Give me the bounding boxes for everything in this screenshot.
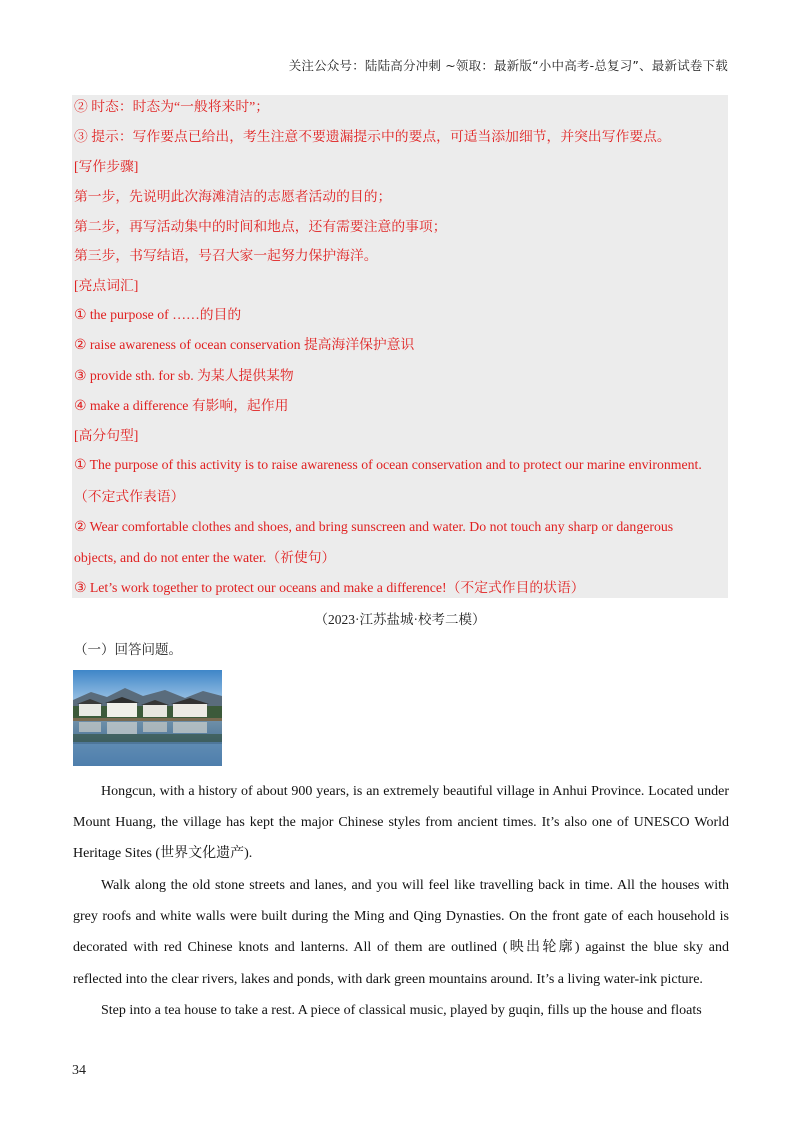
vocab-item: ③ provide sth. for sb. 为某人提供某物 xyxy=(74,368,294,383)
step-three: 第三步，书写结语，号召大家一起努力保护海洋。 xyxy=(74,248,378,263)
sentence-heading: [高分句型] xyxy=(74,428,139,443)
vocab-item: ④ make a difference 有影响，起作用 xyxy=(74,398,289,413)
sentence-item: ③ Let’s work together to protect our oceans and make a difference!（不定式作目的状语） xyxy=(74,580,585,595)
sentence-note: （不定式作表语） xyxy=(74,489,185,504)
step-two: 第二步，再写活动集中的时间和地点，还有需要注意的事项； xyxy=(74,219,447,234)
page-number: 34 xyxy=(72,1063,86,1078)
paragraph-3: Step into a tea house to take a rest. A piece of classical music, played by guqin, fills up the house and floats xyxy=(101,1003,702,1018)
subsection-heading: （一）回答问题。 xyxy=(74,642,182,657)
paragraph-1: Hongcun, with a history of about 900 years, is an extremely beautiful village in Anhui Province. Located under Mount Huang, the village has kept the major Chinese styles from ancient times. It’s also one of UNESCO World Heritage Sites (世界文化遗产). xyxy=(73,784,729,862)
sentence-item: ② Wear comfortable clothes and shoes, and bring sunscreen and water. Do not touch any sharp or dangerous xyxy=(74,519,674,534)
step-one: 第一步，先说明此次海滩清洁的志愿者活动的目的； xyxy=(74,189,392,204)
sentence-item: ① The purpose of this activity is to raise awareness of ocean conservation and to protect our marine environment. xyxy=(74,457,702,472)
source-title: （2023·江苏盐城·校考二模） xyxy=(314,612,486,627)
vocab-item: ① the purpose of ……的目的 xyxy=(74,307,242,322)
paragraph-2: Walk along the old stone streets and lanes, and you will feel like travelling back in time. All the houses with grey roofs and white walls were built during the Ming and Qing Dynasties. On the front gate of each household is decorated with red Chinese knots and lanterns. All of them are outlined (映出轮廓) against the blue sky and reflected into the clear rivers, lakes and ponds, with dark green mountains around. It’s a living water-ink picture. xyxy=(73,878,729,987)
tense-note: ② 时态：时态为“一般将来时”； xyxy=(74,99,270,114)
hongcun-photo xyxy=(73,670,222,766)
vocab-heading: [亮点词汇] xyxy=(74,278,139,293)
sentence-item-continued: objects, and do not enter the water.（祈使句） xyxy=(74,550,336,565)
vocab-item: ② raise awareness of ocean conservation 提高海洋保护意识 xyxy=(74,337,415,352)
page-header: 关注公众号：陆陆高分冲刺 ~领取：最新版“小中高考-总复习”、最新试卷下载 xyxy=(288,58,728,73)
hint-note: ③ 提示：写作要点已给出，考生注意不要遗漏提示中的要点，可适当添加细节，并突出写作要点。 xyxy=(74,129,671,144)
writing-steps-heading: [写作步骤] xyxy=(74,159,139,174)
